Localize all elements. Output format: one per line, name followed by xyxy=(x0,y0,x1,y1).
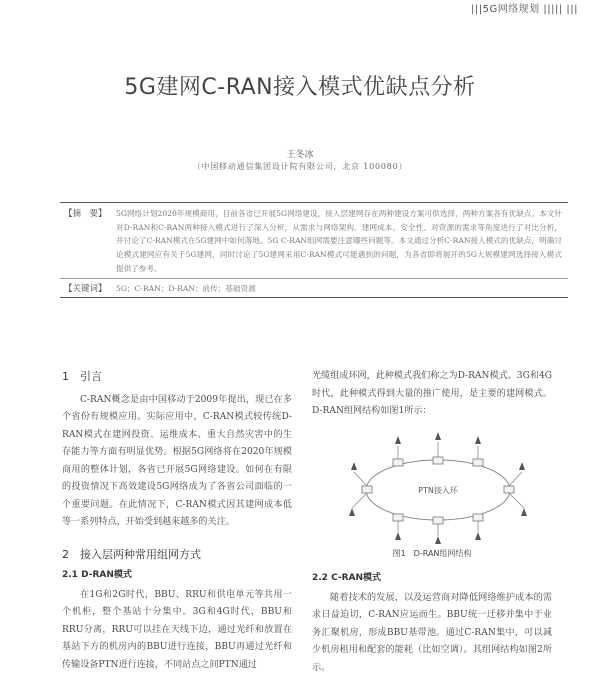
ptn-node-icon xyxy=(362,486,372,493)
ptn-node-icon xyxy=(433,517,443,524)
ptn-node-icon xyxy=(504,486,514,493)
abstract-text: 5G网络计划2020年规模商用，目前各省已开展5G网络建设，接入层建网存在两种建设方案可供选择，两种方案各有优缺点。本文针对D-RAN和C-RAN两种接入模式进行了深入分析，从需求与网络架构、建网成本、安全性、对资源的需求等角度进行了对比分析，并讨论了C-RAN模式在5G建网中如何落地。5G C-RAN组网需要注意哪些问题等。本文通过分析C-RAN接入模式的优缺点，明确讨论模式建网应有关于5G建网，同时讨论了5G建网采用C-RAN模式可能遇到的问题，为各省即将展开的5G大规模建网选择接入模式提供了参考。 xyxy=(116,209,562,273)
antenna-icon xyxy=(521,508,527,516)
antenna-icon xyxy=(395,436,401,444)
author-name: 王冬冰 xyxy=(286,150,314,160)
paper-title: 5G建网C-RAN接入模式优缺点分析 xyxy=(124,75,476,100)
antenna-icon xyxy=(351,462,357,470)
right-column-top xyxy=(312,368,552,421)
section-2-2-paragraph: 随着技术的发展，以及运营商对降低网络维护成本的需求日益迫切，C-RAN应运而生。BBU统一迁移并集中于业务汇聚机房，形成BBU基带池。通过C-RAN集中，可以减少机房租用和配套的能耗（比如空调）。其组网结构如图2所示。 xyxy=(312,592,552,673)
keywords-text: 5G；C-RAN；D-RAN；前传；基础资源 xyxy=(116,284,256,293)
ring-label: PTN接入环 xyxy=(418,486,458,495)
section-2-1-heading: 2.1 D-RAN模式 xyxy=(62,570,132,580)
right-column-bottom xyxy=(312,570,552,677)
ptn-node-icon xyxy=(473,459,483,466)
section-1-paragraph: C-RAN概念是由中国移动于2009年提出，现已在多个省份有规模应用。实际应用中，C-RAN模式较传统D-RAN模式在建网投资、运维成本、重大自然灾害中的生存能力等方面有明显优势。根据5G网络将在2020年规模商用的整体计划，各省已开展5G网络建设。如何在有限的投资情况下高效建设5G网络成为了各省公司面临的一个重要问题。在此情况下，C-RAN模式因其建网成本低等一系列特点，开始受到越来越多的关注。 xyxy=(62,394,292,527)
section-2-2-heading: 2.2 C-RAN模式 xyxy=(312,573,382,583)
antenna-icon xyxy=(349,508,355,516)
abstract-label: 【摘 要】 xyxy=(64,209,107,219)
figure-1-caption: 图1 D-RAN组网结构 xyxy=(392,549,472,558)
antenna-icon xyxy=(519,462,525,470)
antenna-icon xyxy=(435,432,441,440)
ptn-node-icon xyxy=(393,514,403,521)
left-column xyxy=(62,368,292,674)
author-affiliation: （中国移动通信集团设计院有限公司，北京 100080） xyxy=(192,162,408,171)
section-2-heading: 2 接入层两种常用组网方式 xyxy=(62,547,201,561)
abstract-box xyxy=(60,202,568,298)
d-ran-figure xyxy=(338,432,538,544)
section-2-1-continued: 光缆组成环网，此种模式我们称之为D-RAN模式。3G和4G时代，此种模式得到大量的推广使用，是主要的建网模式。D-RAN组网结构如图1所示： xyxy=(312,371,552,416)
section-1-heading: 1 引言 xyxy=(62,370,102,383)
journal-section-tag: |||5G网络规划 ||||| ||| xyxy=(470,4,578,15)
antenna-icon xyxy=(475,532,481,540)
antenna-icon xyxy=(475,436,481,444)
ptn-node-icon xyxy=(433,457,443,464)
ptn-node-icon xyxy=(393,459,403,466)
antenna-icon xyxy=(395,532,401,540)
antenna-icon xyxy=(435,536,441,544)
keywords-row xyxy=(60,278,568,296)
ptn-node-icon xyxy=(473,514,483,521)
keywords-label: 【关键词】 xyxy=(64,284,107,294)
section-2-1-paragraph: 在1G和2G时代，BBU、RRU和供电单元等共用一个机柜，整个基站十分集中。3G和4G时代，BBU和RRU分离，RRU可以挂在天线下边，通过光纤和放置在基站下方的机房内的BBU进行连接，BBU再通过光纤和传输设备PTN进行连接，不同站点之间PTN通过 xyxy=(62,589,292,670)
